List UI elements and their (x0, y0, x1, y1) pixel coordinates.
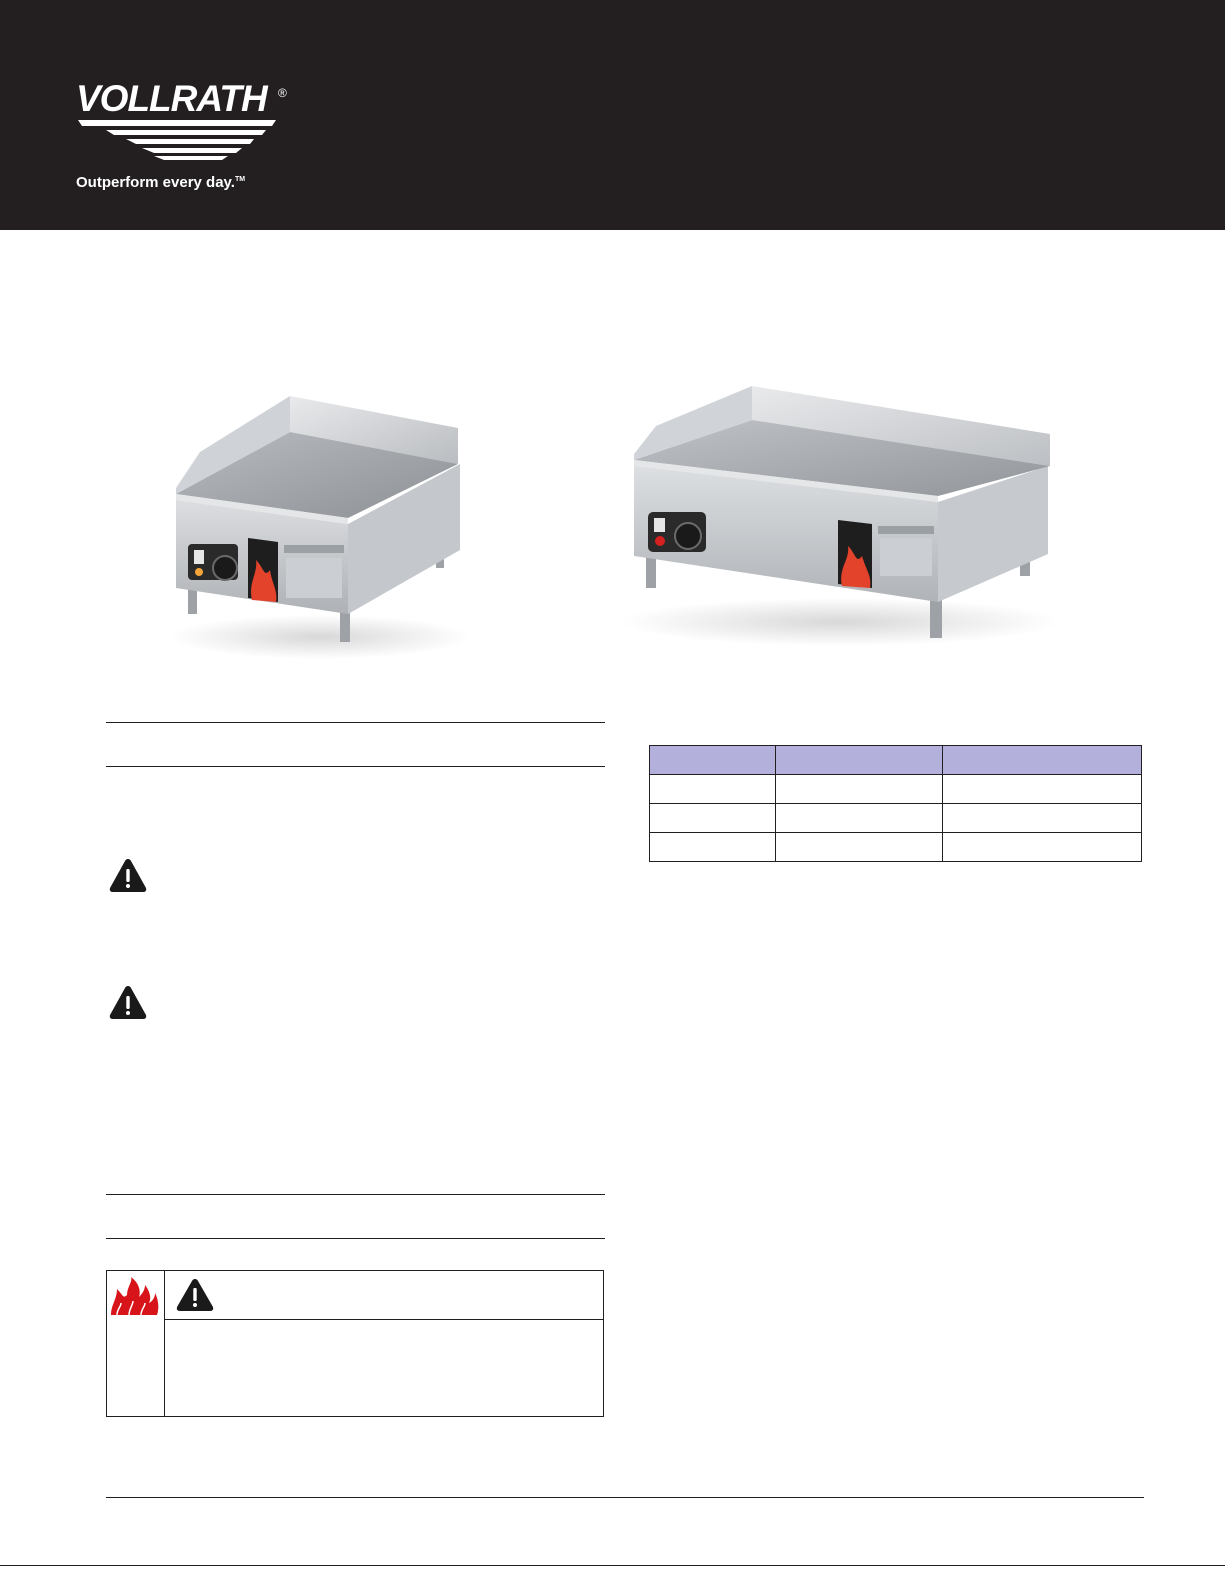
section-rule-top (106, 722, 605, 723)
section-rule-top (106, 1194, 605, 1195)
box-divider-vertical (164, 1271, 165, 1416)
page-bottom-rule (0, 1565, 1225, 1566)
footer-rule (106, 1497, 1144, 1498)
registered-mark: ® (278, 86, 287, 100)
warning-triangle-icon (108, 984, 148, 1022)
table-header-cell (776, 746, 943, 775)
table-cell (943, 804, 1142, 833)
section-rule-bottom (106, 766, 605, 767)
table-cell (650, 775, 776, 804)
logo-stripes-icon (76, 110, 281, 162)
griddle-small-icon (160, 392, 470, 662)
table-row (650, 775, 1142, 804)
table-cell (650, 833, 776, 862)
table-cell (776, 775, 943, 804)
tagline-text: Outperform every day. (76, 174, 235, 191)
box-divider-horizontal (164, 1319, 603, 1320)
header-band (0, 0, 1225, 230)
griddle-large-icon (620, 384, 1060, 652)
tagline (76, 174, 245, 191)
trademark-mark: TM (234, 176, 246, 183)
spec-table (649, 745, 1142, 862)
fire-warning-box (106, 1270, 604, 1417)
table-cell (943, 833, 1142, 862)
section-rule-bottom (106, 1238, 605, 1239)
table-header-cell (650, 746, 776, 775)
table-cell (776, 804, 943, 833)
table-cell (650, 804, 776, 833)
table-row (650, 804, 1142, 833)
table-cell (776, 833, 943, 862)
fire-hazard-icon (109, 1275, 161, 1319)
warning-triangle-icon (175, 1277, 215, 1313)
logo-wordmark: VOLLRATH (76, 78, 267, 119)
table-cell (943, 775, 1142, 804)
warning-triangle-icon (108, 857, 148, 895)
table-row (650, 833, 1142, 862)
table-header-row (650, 746, 1142, 775)
table-header-cell (943, 746, 1142, 775)
